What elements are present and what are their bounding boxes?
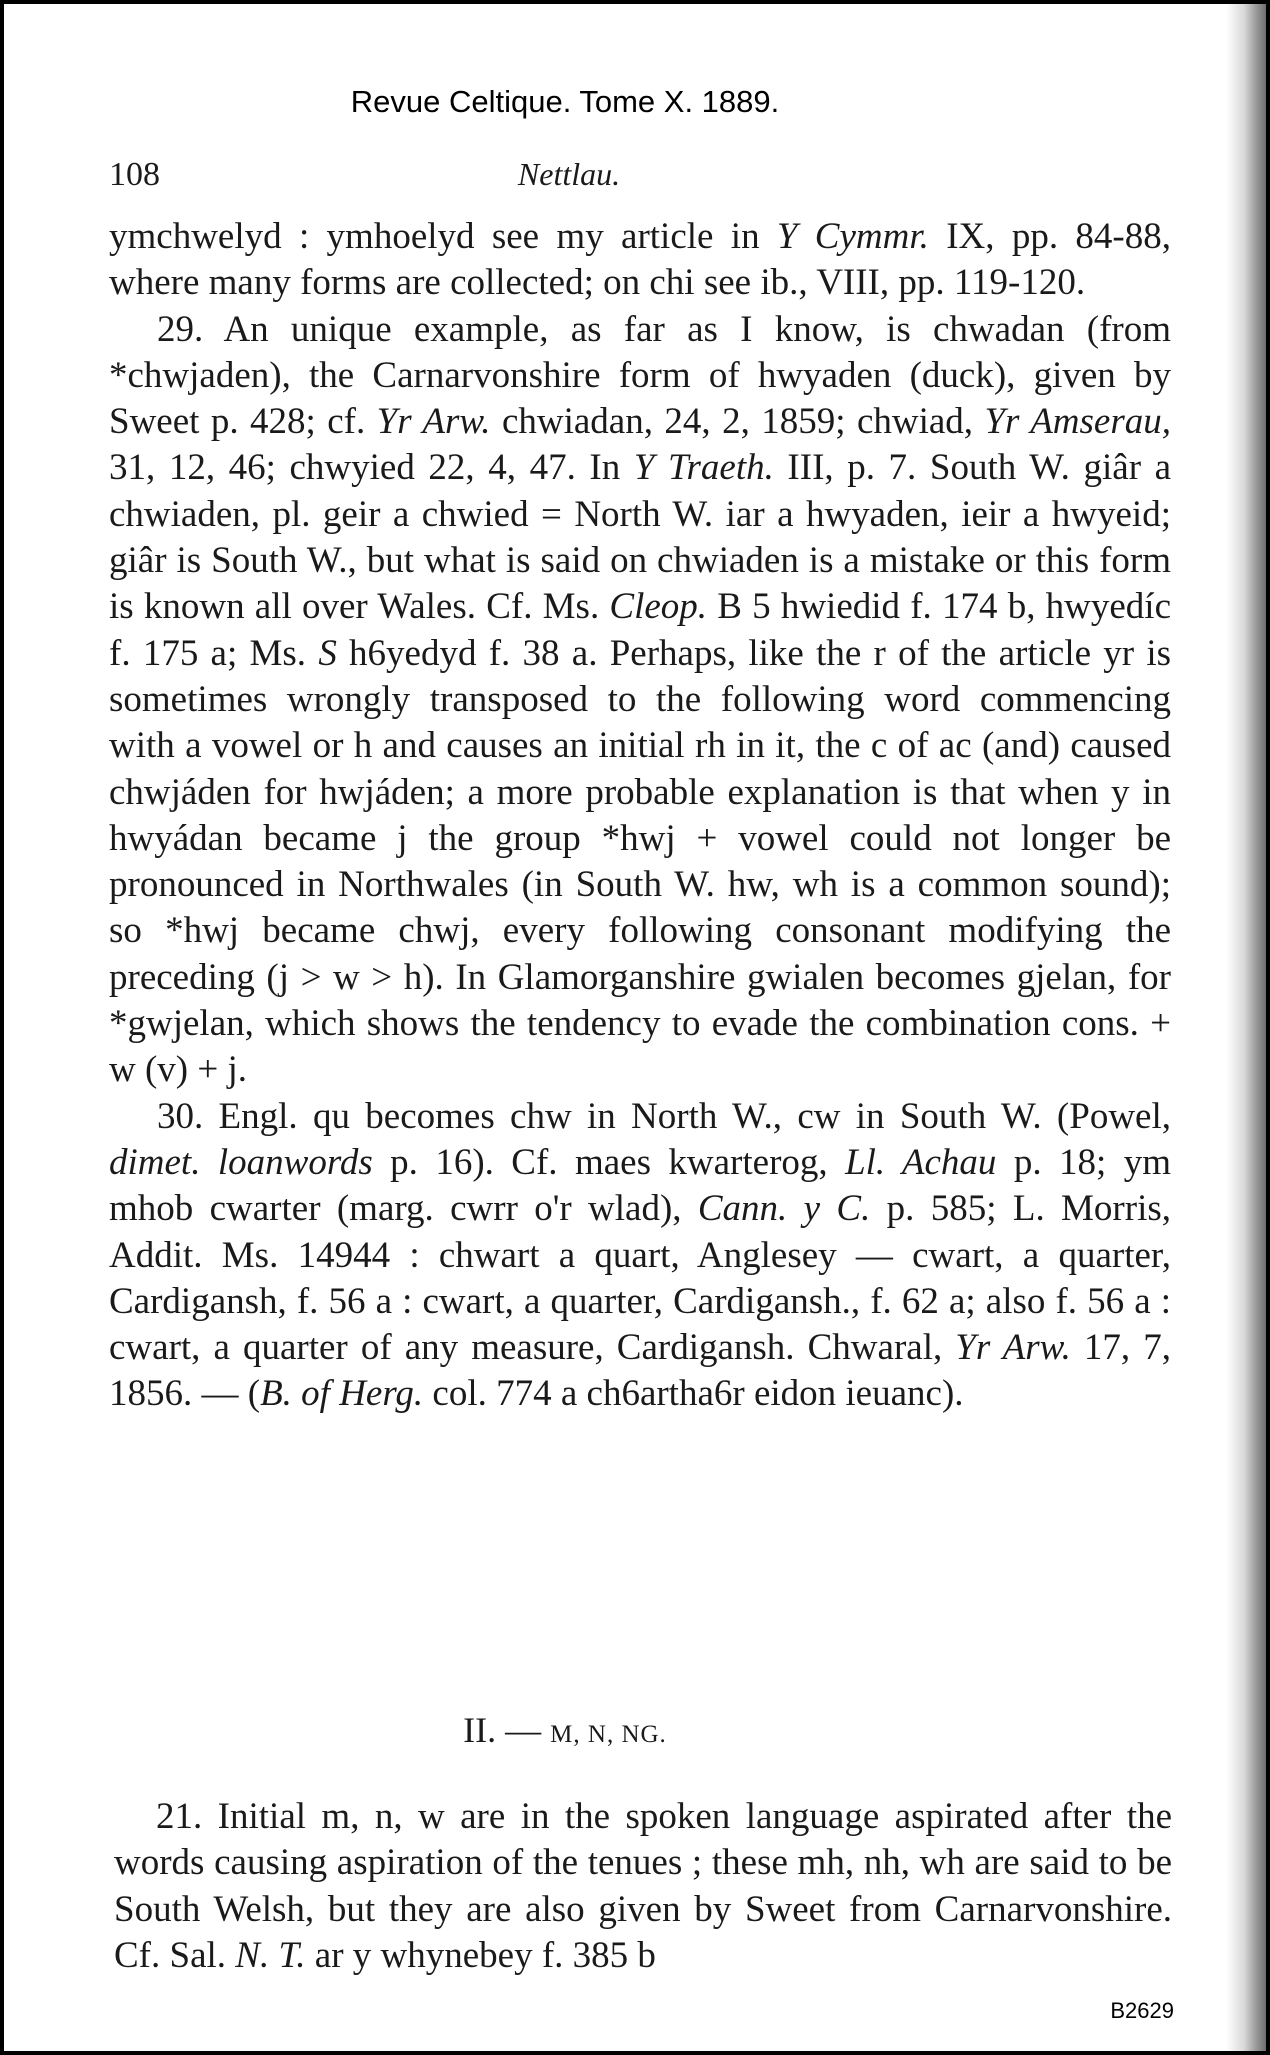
- text-run: p. 585; L. Morris, Addit. Ms. 14944 : chwart a quart, Anglesey — cwart, a quarter, Cardigansh, f. 56 a : cwart, a quarter, Cardigansh., f. 62 a; also f. 56 a : cwart, a quarter of any measure, Cardigansh. Chwaral,: [109, 1188, 1172, 1369]
- paragraph-21: [114, 1794, 1172, 1979]
- text-run: 21. Initial m, n, w are in the spoken language aspirated after the words causing aspiration of the tenues ; these mh, nh, wh are said to be South Welsh, but they are also given by Sweet from Carnarvonshire. Cf. Sal.: [114, 1796, 1172, 1976]
- text-run: p. 16). Cf. maes kwarterog,: [372, 1141, 846, 1183]
- text-run: IX, pp. 84-88, where many forms are collected; on chi see ib., VIII, pp. 119-120.: [109, 216, 1171, 304]
- text-run: 31, 12, 46; chwyied 22, 4, 47. In: [109, 447, 634, 489]
- page-number: 108: [109, 156, 160, 193]
- section-heading-title: M, N, NG.: [550, 1721, 667, 1748]
- paragraph-30: [109, 1094, 1171, 1418]
- italic-text: Y Cymmr.: [776, 216, 929, 257]
- text-run: 17, 7, 1856. — (: [109, 1327, 1171, 1415]
- page-edge-shadow: [1226, 4, 1266, 2051]
- text-run: col. 774 a ch6artha6r eidon ieuanc).: [423, 1373, 964, 1415]
- italic-text: dimet. loanwords: [109, 1141, 373, 1183]
- italic-text: Yr Amserau,: [984, 401, 1171, 443]
- italic-text: Yr Arw.: [376, 401, 491, 443]
- body-text: [109, 214, 1171, 1418]
- text-run: III, p. 7. South W. giâr a chwiaden, pl. geir a chwied = North W. iar a hwyaden, ieir a hwyeid; giâr is South W., but what is said on chwiaden is a mistake or this form is known all over Wales. Cf. Ms.: [109, 447, 1172, 628]
- italic-text: Y Traeth.: [633, 447, 774, 489]
- text-run: B 5 hwiedid f. 174 b, hwyedíc f. 175 a; Ms.: [109, 586, 1172, 674]
- journal-title: Revue Celtique. Tome X. 1889.: [350, 84, 780, 119]
- section-heading-number: II. —: [463, 1710, 542, 1750]
- italic-text: N. T.: [235, 1934, 306, 1976]
- text-run: 29. An unique example, as far as I know, is chwadan (from *chwjaden), the Carnarvonshire form of hwyaden (duck), given by Sweet p. 428; cf.: [109, 308, 1171, 443]
- text-run: 30. Engl. qu becomes chw in North W., cw in South W. (Powel,: [157, 1095, 1171, 1137]
- text-run: p. 18; ym mhob cwarter (marg. cwrr o'r wlad),: [109, 1141, 1171, 1230]
- italic-text: Cleop.: [609, 586, 708, 628]
- section-heading: [4, 1709, 1126, 1751]
- paragraph-29: [109, 307, 1171, 1094]
- paragraph-continued: [109, 214, 1171, 307]
- italic-text: Cann. y C.: [697, 1188, 871, 1230]
- text-run: ar y whynebey f. 385 b: [305, 1934, 656, 1976]
- italic-text: Yr Arw.: [955, 1327, 1071, 1369]
- italic-text: Ll. Achau: [845, 1141, 997, 1183]
- text-run: chwiadan, 24, 2, 1859; chwiad,: [490, 401, 985, 443]
- running-head: Nettlau.: [517, 156, 621, 192]
- text-run: ymchwelyd : ymhoelyd see my article in: [109, 216, 777, 257]
- italic-text: S: [318, 632, 337, 674]
- italic-text: B. of Herg.: [260, 1373, 424, 1415]
- text-run: h6yedyd f. 38 a. Perhaps, like the r of the article yr is sometimes wrongly transposed to the following word commencing with a vowel or h and causes an initial rh in it, the c of ac (and) caused chwjáden for hwjáden; a more probable explanation is that when y in hwyádan became j the group *hwj + vowel could not longer be pronounced in Northwales (in South W. hw, wh is a common sound); so *hwj became chwj, every following consonant modifying the preceding (j > w > h). In Glamorganshire gwialen becomes gjelan, for *gwjelan, which shows the tendency to evade the combination cons. + w (v) + j.: [109, 632, 1172, 1091]
- section-body: [114, 1794, 1172, 1979]
- archive-stamp: B2629: [1110, 1998, 1174, 2023]
